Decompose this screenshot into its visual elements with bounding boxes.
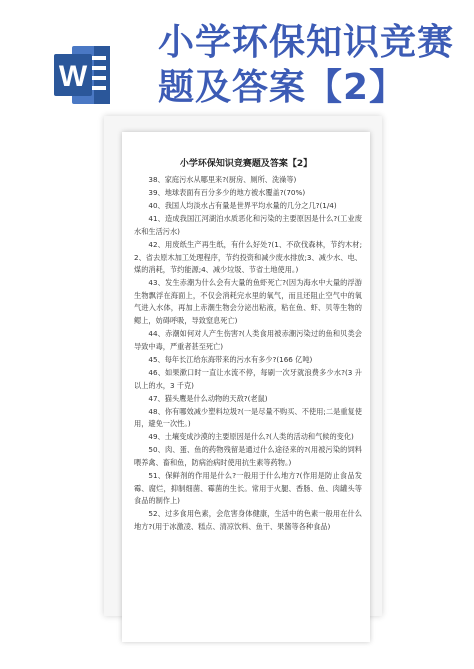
question-50: 50、肉、蛋、鱼的药物残留是通过什么途径来的?(用被污染的饲料喂养禽、畜和鱼，防病治病时使用抗生素等药物。) <box>134 445 362 468</box>
question-45: 45、每年长江给东海带来的污水有多少?(166 亿吨) <box>148 354 313 364</box>
banner-title-line-2: 题及答案【2】 <box>158 67 407 108</box>
document-body <box>134 174 362 534</box>
banner-title-line-1: 小学环保知识竞赛 <box>158 22 455 63</box>
question-51: 51、保鲜剂的作用是什么?一般用于什么地方?(作用是防止食品发霉、腐烂，抑制细菌、霉菌的生长。常用于火腿、香肠、鱼、肉罐头等食品的制作上) <box>134 471 362 506</box>
question-47: 47、猫头鹰是什么动物的天敌?(老鼠) <box>148 393 268 403</box>
question-52: 52、过多食用色素，会危害身体健康，生活中的色素一般用在什么地方?(用于冰激凌、糕点、清凉饮料、鱼干、果酱等各种食品) <box>134 509 362 532</box>
banner-title <box>158 20 458 110</box>
question-41: 41、造成我国江河湖泊水质恶化和污染的主要原因是什么?(工业废水和生活污水) <box>134 214 362 236</box>
document-title: 小学环保知识竞赛题及答案【2】 <box>179 159 313 169</box>
question-46: 46、如果漱口时一直让水流不停，每刷一次牙就浪费多少水?(3 升以上的水，3 千克) <box>134 367 362 390</box>
question-40: 40、我国人均淡水占有量是世界平均水量的几分之几?(1/4) <box>148 201 337 211</box>
header-banner <box>0 0 474 124</box>
word-document-icon <box>54 44 112 106</box>
question-38: 38、家庭污水从哪里来?(厨房、厕所、洗澡等) <box>148 175 297 184</box>
word-icon-letter: W <box>58 60 88 93</box>
question-42: 42、用废纸生产再生纸，有什么好处?(1、不砍伐森林，节约木材;2、省去原木加工处理程序，节约投资和减少废水排放;3、减少水、电、煤的消耗，节约能源;4、减少垃圾、节省土地使用。) <box>134 239 362 275</box>
document-page <box>122 132 370 642</box>
question-44: 44、赤潮如何对人产生伤害?(人类食用被赤潮污染过的鱼和贝类会导致中毒，严重者甚至死亡) <box>134 329 362 351</box>
question-39: 39、地球表面有百分多少的地方被水覆盖?(70%) <box>148 188 306 198</box>
question-43: 43、发生赤潮为什么会有大量的鱼虾死亡?(因为海水中大量的浮游生物飘浮在海面上，不仅会消耗完水里的氧气，而且还阻止空气中的氧气进入水体，再加上赤潮生物会分泌出粘液，粘在鱼、虾、贝等生物的鳃上，妨碍呼吸，导致窒息死亡) <box>134 278 362 326</box>
question-49: 49、土壤变成沙漠的主要原因是什么?(人类的活动和气候的变化) <box>148 432 354 442</box>
question-48: 48、你有哪效减少塑料垃圾?(一是尽量不购买、不使用;二是重复使用，避免一次性。) <box>134 406 362 429</box>
